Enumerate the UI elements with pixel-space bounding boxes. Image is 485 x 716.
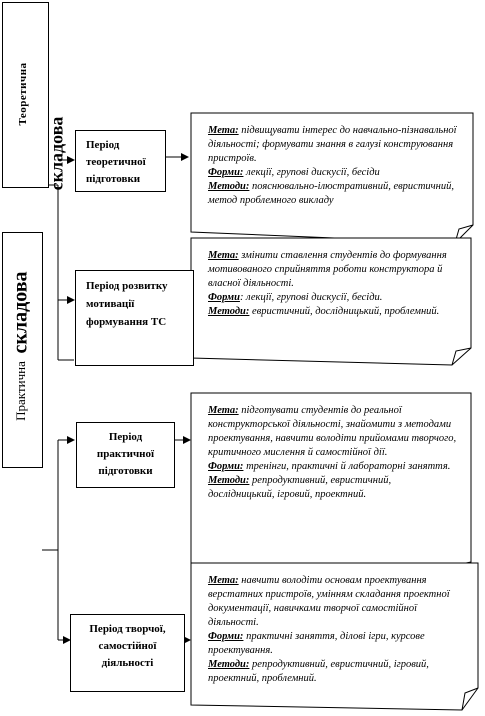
period-motivation-development: Період розвитку мотивації формування ТС	[75, 270, 194, 366]
period-theoretical-training: Період теоретичної підготовки	[75, 130, 166, 192]
methods-text: репродуктивний, евристичний, ігровий, проектний, проблемний.	[208, 658, 429, 684]
forms-label: Форми:	[208, 630, 244, 642]
forms-text: лекції, групові дискусії, бесіди	[246, 166, 380, 178]
goal-label: Мета:	[208, 405, 239, 416]
methods-text: репродуктивний, евристичний, дослідницький, ігровий, проектний.	[208, 474, 392, 500]
theoretical-component-box	[2, 2, 67, 191]
forms-text: тренінги, практичні й лабораторні заняття.	[246, 460, 451, 472]
note-creative-independent-activity	[196, 570, 476, 686]
goal-text: підвищувати інтерес до навчально-пізнавальної діяльності; формувати знання в галузі конструювання пристроїв.	[208, 125, 457, 164]
forms-text: : лекції, групові дискусії, бесіди.	[239, 291, 383, 303]
methods-label: Методи:	[208, 658, 250, 670]
goal-label: Мета:	[208, 250, 239, 261]
methods-label: Методи:	[208, 474, 250, 486]
theoretical-label-2: складова	[46, 116, 67, 191]
theoretical-label-1: Теоретична	[17, 62, 29, 126]
practical-label-2: складова	[9, 271, 32, 354]
practical-label-1: Практична	[13, 361, 28, 421]
note-practical-training	[196, 400, 470, 502]
practical-component-box	[2, 232, 43, 468]
forms-label: Форми:	[208, 166, 244, 178]
period-creative-independent-activity: Період творчої, самостійної діяльності	[70, 614, 185, 692]
methods-label: Методи:	[208, 305, 250, 317]
period-practical-training: Період практичної підготовки	[76, 422, 175, 488]
methods-text: пояснювально-ілюстративний, евристичний, метод проблемного викладу	[208, 180, 455, 206]
note-motivation-development	[196, 245, 470, 319]
forms-text: практичні заняття, ділові ігри, курсове проектування.	[208, 630, 425, 656]
note-theoretical-training	[196, 120, 472, 208]
goal-text: змінити ставлення студентів до формування мотивованого сприйняття роботи конструктора й власної діяльності.	[208, 250, 447, 289]
goal-label: Мета:	[208, 575, 239, 586]
goal-label: Мета:	[208, 125, 239, 136]
methods-label: Методи:	[208, 180, 250, 192]
goal-text: підготувати студентів до реальної конструкторської діяльності, знайомити з методами проектування, навчити володіти прийомами творчого, критичного мислення й самостійної дії.	[208, 405, 457, 458]
forms-label: Форми	[208, 291, 240, 303]
forms-label: Форми:	[208, 460, 244, 472]
methods-text: евристичний, дослідницький, проблемний.	[252, 305, 440, 317]
goal-text: навчити володіти основам проектування верстатних пристроїв, умінням складання проектної документації, навичками творчої самостійної діяльності.	[208, 575, 450, 628]
